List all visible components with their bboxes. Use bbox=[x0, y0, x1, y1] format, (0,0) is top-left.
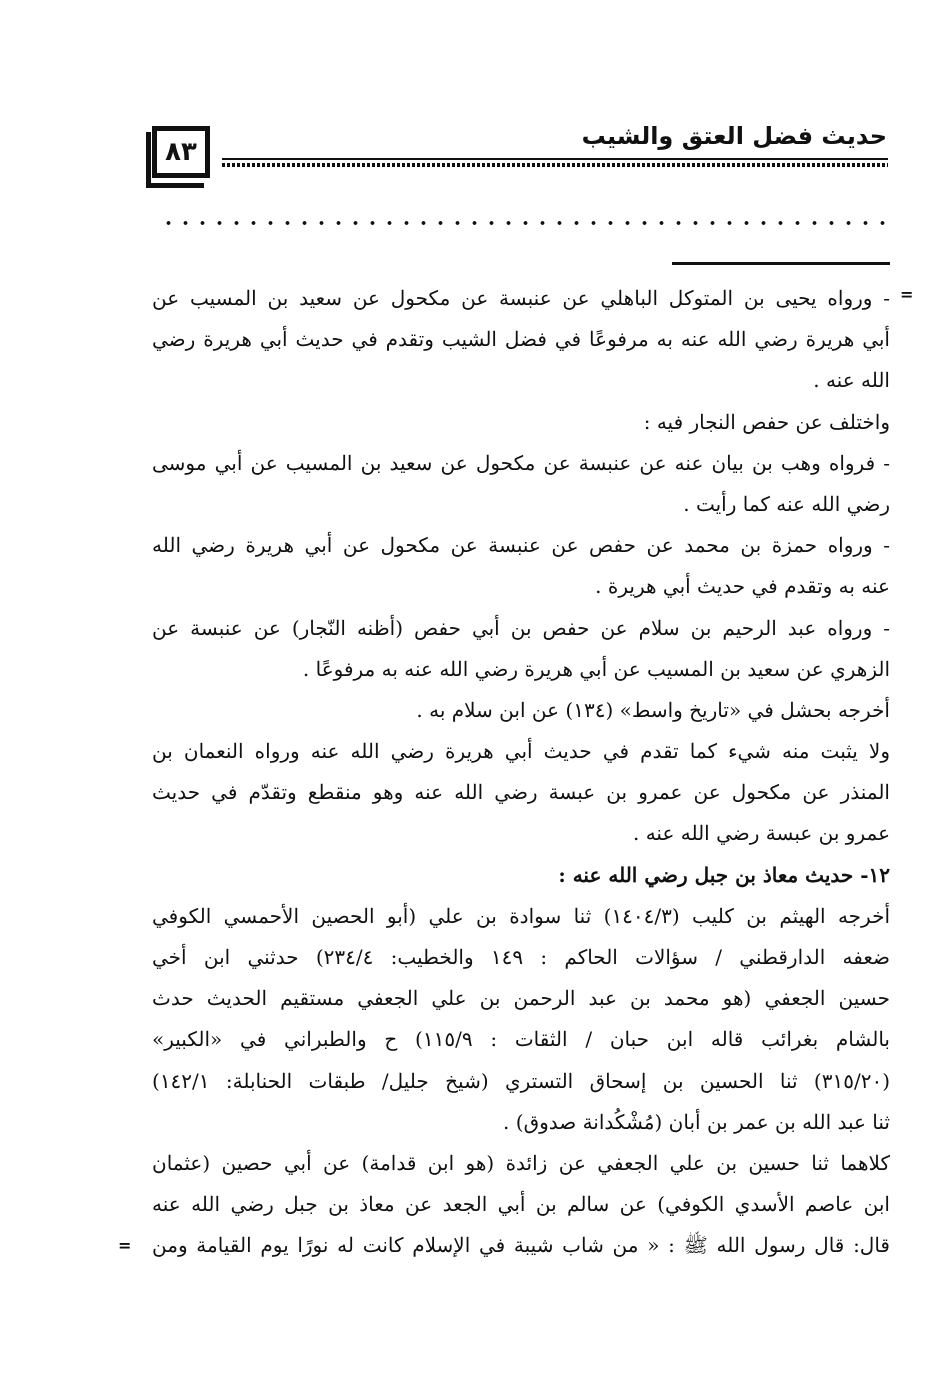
text-line: كلاهما ثنا حسين بن علي الجعفي عن زائدة (هو ابن قدامة) عن أبي حصين (عثمان bbox=[152, 1150, 890, 1175]
footnote-rule bbox=[672, 262, 890, 265]
text-line: ابن عاصم الأسدي الكوفي) عن سالم بن أبي الجعد عن معاذ بن جبل رضي الله عنه bbox=[152, 1192, 890, 1217]
page-number: ٨٣ bbox=[165, 137, 197, 167]
footnote-body bbox=[152, 278, 890, 1267]
text-line: أخرجه الهيثم بن كليب (١٤٠٤/٣) ثنا سوادة بن علي (أبو الحصين الأحمسي الكوفي bbox=[152, 903, 890, 928]
text-line: - ورواه عبد الرحيم بن سلام عن حفص بن أبي حفص (أظنه النّجار) عن عنبسة عن bbox=[152, 615, 890, 640]
header-rule bbox=[222, 158, 888, 160]
text-line: قال: قال رسول الله ﷺ : « من شاب شيبة في الإسلام كانت له نورًا يوم القيامة ومن bbox=[152, 1233, 890, 1258]
text-line: ولا يثبت منه شيء كما تقدم في حديث أبي هريرة رضي الله عنه ورواه النعمان بن bbox=[152, 739, 890, 764]
text-line: المنذر عن مكحول عن عمرو بن عبسة رضي الله عنه وهو منقطع وتقدّم في حديث bbox=[152, 780, 890, 805]
text-line: الله عنه . bbox=[813, 368, 890, 393]
text-line: ١٢- حديث معاذ بن جبل رضي الله عنه : bbox=[558, 862, 890, 887]
continuation-marker-top: = bbox=[900, 285, 914, 304]
text-line: عمرو بن عبسة رضي الله عنه . bbox=[632, 821, 890, 846]
text-line: حسين الجعفي (هو محمد بن عبد الرحمن بن علي الجعفي مستقيم الحديث حدث bbox=[152, 986, 890, 1011]
text-line: - ورواه حمزة بن محمد عن حفص عن عنبسة عن مكحول عن أبي هريرة رضي الله bbox=[152, 533, 890, 558]
continuation-marker-bottom: = bbox=[118, 1236, 132, 1255]
text-line: - فرواه وهب بن بيان عنه عن عنبسة عن مكحول عن سعيد بن المسيب عن أبي موسى bbox=[152, 450, 890, 475]
header-rule-ornamental bbox=[222, 163, 888, 167]
text-line: - ورواه يحيى بن المتوكل الباهلي عن عنبسة عن مكحول عن سعيد بن المسيب عن bbox=[152, 286, 890, 310]
page-number-box bbox=[152, 126, 210, 178]
dotted-separator bbox=[160, 220, 890, 226]
text-line: عنه به وتقدم في حديث أبي هريرة . bbox=[595, 574, 890, 599]
text-line: الزهري عن سعيد بن المسيب عن أبي هريرة رضي الله عنه به مرفوعًا . bbox=[302, 656, 890, 681]
text-line: بالشام بغرائب قاله ابن حبان / الثقات : ١١٥/٩) ح والطبراني في «الكبير» bbox=[152, 1027, 890, 1052]
text-line: أبي هريرة رضي الله عنه به مرفوعًا في فضل الشيب وتقدم في حديث أبي هريرة رضي bbox=[152, 327, 890, 352]
running-header-title: حديث فضل العتق والشيب bbox=[581, 122, 887, 150]
text-line: أخرجه بحشل في «تاريخ واسط» (١٣٤) عن ابن سلام به . bbox=[416, 697, 890, 722]
text-line: ثنا عبد الله بن عمر بن أبان (مُشْكُدانة صدوق) . bbox=[503, 1109, 890, 1134]
text-line: (٣١٥/٢٠) ثنا الحسين بن إسحاق التستري (شيخ جليل/ طبقات الحنابلة: ١٤٢/١) bbox=[152, 1068, 890, 1093]
text-line: واختلف عن حفص النجار فيه : bbox=[643, 409, 890, 434]
text-line: رضي الله عنه كما رأيت . bbox=[683, 491, 890, 516]
text-line: ضعفه الدارقطني / سؤالات الحاكم : ١٤٩ والخطيب: ٢٣٤/٤) حدثني ابن أخي bbox=[152, 945, 890, 969]
